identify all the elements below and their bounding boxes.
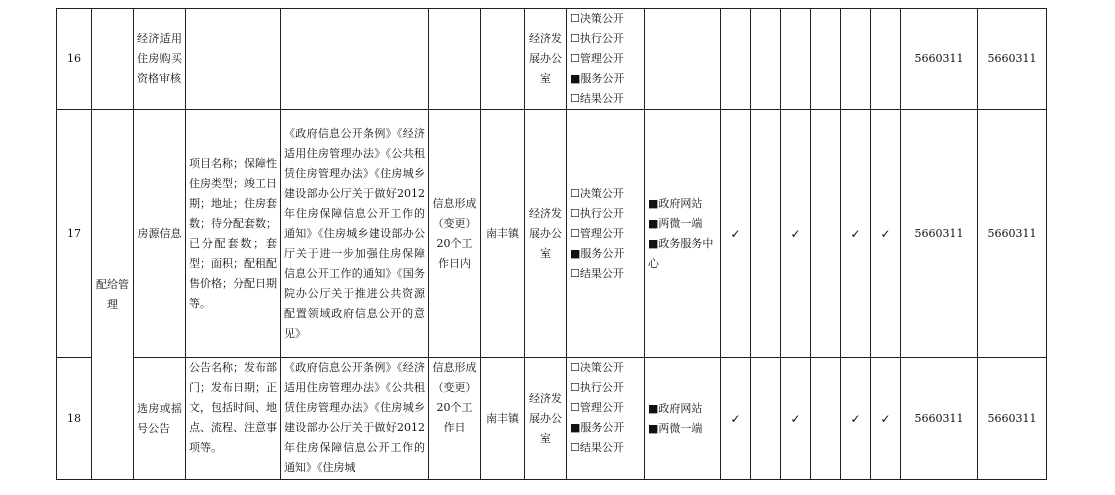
row-number: 18 xyxy=(57,358,92,480)
channel-option: ■两微一端 xyxy=(648,421,703,435)
public-type-option: ☐执行公开 xyxy=(570,32,624,45)
check-mark xyxy=(841,9,871,110)
public-type-cell xyxy=(567,358,645,480)
check-mark xyxy=(751,110,781,358)
table-row xyxy=(57,9,1047,110)
row-number: 17 xyxy=(57,110,92,358)
channel-option: ■政府网站 xyxy=(648,401,703,415)
content-cell: 公告名称；发布部门；发布日期；正文，包括时间、地点、流程、注意事项等。 xyxy=(186,358,281,480)
code-cell: 5660311 xyxy=(978,110,1047,358)
table-row xyxy=(57,358,1047,480)
channel-cell xyxy=(645,110,721,358)
check-mark xyxy=(781,9,811,110)
check-mark xyxy=(811,110,841,358)
category-cell xyxy=(92,9,134,110)
check-mark: ✓ xyxy=(781,358,811,480)
check-mark: ✓ xyxy=(841,110,871,358)
subject-cell xyxy=(481,9,525,110)
code-cell: 5660311 xyxy=(901,110,978,358)
public-type-option: ☐结果公开 xyxy=(570,441,624,454)
check-mark: ✓ xyxy=(871,358,901,480)
public-type-option: ☐结果公开 xyxy=(570,266,624,280)
basis-cell: 《政府信息公开条例》《经济适用住房管理办法》《公共租赁住房管理办法》《住房城乡建设部办公厅关于做好2012年住房保障信息公开工作的通知》《住房城 xyxy=(281,358,429,480)
channel-option: ■政务服务中心 xyxy=(648,236,714,270)
basis-cell: 《政府信息公开条例》《经济适用住房管理办法》《公共租赁住房管理办法》《住房城乡建设部办公厅关于做好2012年住房保障信息公开工作的通知》《住房城乡建设部办公厅关于进一步加强住房保障信息公开工作的通知》《国务院办公厅关于推进公共资源配置领域政府信息公开的意见》 xyxy=(281,110,429,358)
check-mark: ✓ xyxy=(781,110,811,358)
public-type-option: ☐执行公开 xyxy=(570,206,624,220)
dept-cell: 经济发展办公室 xyxy=(525,110,567,358)
code-cell: 5660311 xyxy=(978,358,1047,480)
check-mark: ✓ xyxy=(841,358,871,480)
public-type-option: ☐决策公开 xyxy=(570,12,624,25)
public-type-option: ■服务公开 xyxy=(570,246,625,260)
channel-option: ■两微一端 xyxy=(648,216,703,230)
check-mark xyxy=(811,358,841,480)
code-cell: 5660311 xyxy=(901,9,978,110)
time-limit-cell xyxy=(429,9,481,110)
basis-cell xyxy=(281,9,429,110)
public-type-option: ■服务公开 xyxy=(570,72,625,85)
check-mark xyxy=(871,9,901,110)
dept-cell: 经济发展办公室 xyxy=(525,9,567,110)
time-limit-cell: 信息形成（变更）20个工作日 xyxy=(429,358,481,480)
item-cell: 选房或摇号公告 xyxy=(134,358,186,480)
public-type-option: ☐执行公开 xyxy=(570,381,624,394)
content-cell xyxy=(186,9,281,110)
channel-option: ■政府网站 xyxy=(648,196,703,210)
check-mark xyxy=(721,9,751,110)
content-cell: 项目名称；保障性住房类型；竣工日期；地址；住房套数；待分配套数；已分配套数；套型；面积；配租配售价格；分配日期等。 xyxy=(186,110,281,358)
item-cell: 经济适用住房购买资格审核 xyxy=(134,9,186,110)
public-type-option: ■服务公开 xyxy=(570,421,625,434)
channel-cell xyxy=(645,358,721,480)
time-limit-cell: 信息形成（变更）20个工作日内 xyxy=(429,110,481,358)
check-mark: ✓ xyxy=(871,110,901,358)
public-type-option: ☐管理公开 xyxy=(570,401,624,414)
subject-cell: 南丰镇 xyxy=(481,110,525,358)
check-mark xyxy=(811,9,841,110)
public-type-cell xyxy=(567,110,645,358)
public-type-option: ☐管理公开 xyxy=(570,226,624,240)
public-type-option: ☐决策公开 xyxy=(570,361,624,374)
category-cell: 配给管理 xyxy=(92,110,134,480)
dept-cell: 经济发展办公室 xyxy=(525,358,567,480)
row-number: 16 xyxy=(57,9,92,110)
public-type-option: ☐管理公开 xyxy=(570,52,624,65)
code-cell: 5660311 xyxy=(901,358,978,480)
check-mark: ✓ xyxy=(721,110,751,358)
subject-cell: 南丰镇 xyxy=(481,358,525,480)
public-type-option: ☐决策公开 xyxy=(570,186,624,200)
check-mark xyxy=(751,9,781,110)
item-cell: 房源信息 xyxy=(134,110,186,358)
check-mark xyxy=(751,358,781,480)
public-type-option: ☐结果公开 xyxy=(570,92,624,105)
channel-cell xyxy=(645,9,721,110)
table-row xyxy=(57,110,1047,358)
code-cell: 5660311 xyxy=(978,9,1047,110)
check-mark: ✓ xyxy=(721,358,751,480)
disclosure-table xyxy=(56,8,1047,480)
public-type-cell xyxy=(567,9,645,110)
